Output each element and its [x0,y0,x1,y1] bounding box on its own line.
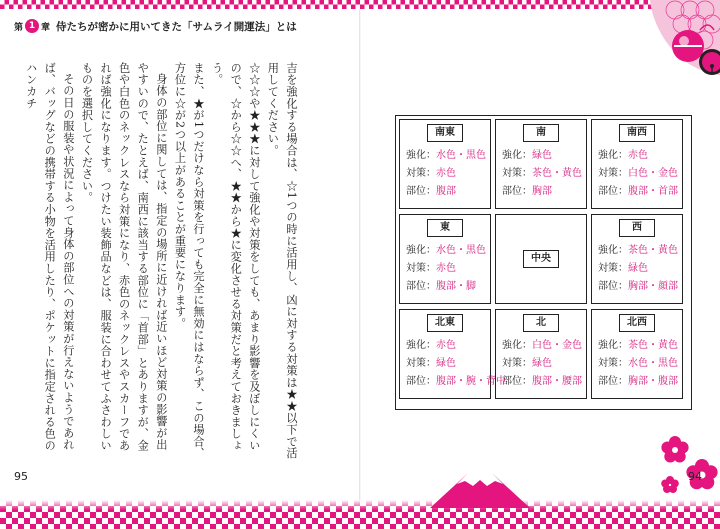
part-value: 腹部・首部 [628,186,678,197]
page-header [14,16,297,36]
lucky-bell-ornament-icon [640,0,720,110]
cell-south: 南 強化：緑色 対策：茶色・黄色 部位：胸部 [495,119,587,209]
counter-value: 水色・黒色 [628,358,678,369]
cell-north: 北 強化：白色・金色 対策：緑色 部位：腹部・腰部 [495,309,587,399]
cell-east: 東 強化：水色・黒色 対策：赤色 部位：腹部・脚 [399,214,491,304]
cell-southwest: 南西 強化：赤色 対策：白色・金色 部位：腹部・首部 [591,119,683,209]
page-number-left: 95 [14,470,28,483]
strengthen-value: 茶色・黄色 [628,340,678,351]
direction-label: 南 [523,124,559,142]
part-value: 腹部・脚 [436,281,476,292]
direction-label: 西 [619,219,655,237]
paragraph: 吉を強化する場合は、☆1つの時に活用し、凶に対する対策は★★以下で活用してください。 [266,62,298,460]
paragraph: 身体の部位に関しては、指定の場所に近ければ近いほど対策の影響が出やすいので、たとえば、南西に該当する部位に「首部」とありますが、金色や白色のネックレスなら対策になり、赤色のネックレスやスカーフであれば強化になります。つけたい装飾品などは、服装に合わせてふさわしいものを選択してください。 [80,62,168,452]
cell-center [495,214,587,304]
part-value: 腹部 [436,186,456,197]
chapter-marker: 第 1 章 [14,21,51,33]
direction-label: 北西 [619,314,655,332]
strengthen-value: 茶色・黄色 [628,245,678,256]
checkered-bottom-border [0,500,720,529]
counter-value: 茶色・黄色 [532,168,582,179]
part-value: 胸部・腹部 [628,376,678,387]
direction-label: 北 [523,314,559,332]
part-value: 腹部・腕・背中 [436,376,506,387]
part-value: 胸部 [532,186,552,197]
direction-label: 北東 [427,314,463,332]
strengthen-value: 水色・黒色 [436,245,486,256]
part-value: 胸部・顔部 [628,281,678,292]
cell-west: 西 強化：茶色・黄色 対策：緑色 部位：胸部・顔部 [591,214,683,304]
direction-color-table [395,115,692,410]
counter-value: 緑色 [532,358,552,369]
main-body-text [24,62,300,462]
chapter-number-badge: 1 [25,19,39,33]
part-value: 腹部・腰部 [532,376,582,387]
direction-label: 南西 [619,124,655,142]
direction-label: 南東 [427,124,463,142]
counter-value: 赤色 [436,263,456,274]
strengthen-value: 緑色 [532,150,552,161]
paragraph: ☆☆☆や★★★に対して強化や対策をしても、あまり影響を及ぼしにくいので、☆から☆☆へ、★★から★に変化させる対策だと考えておきましょう。 [210,62,261,452]
cell-northeast: 北東 強化：赤色 対策：緑色 部位：腹部・腕・背中 [399,309,491,399]
chapter-title: 侍たちが密かに用いてきた「サムライ開運法」とは [56,20,297,33]
mount-fuji-icon [425,468,535,508]
direction-label: 中央 [523,250,559,268]
direction-label: 東 [427,219,463,237]
strengthen-value: 水色・黒色 [436,150,486,161]
page-number-right: 94 [688,470,702,483]
cell-northwest: 北西 強化：茶色・黄色 対策：水色・黒色 部位：胸部・腹部 [591,309,683,399]
checkered-top-border [0,0,720,9]
strengthen-value: 赤色 [436,340,456,351]
plum-blossom-icon [650,420,720,510]
counter-value: 赤色 [436,168,456,179]
cell-southeast: 南東 強化：水色・黒色 対策：赤色 部位：腹部 [399,119,491,209]
strengthen-value: 白色・金色 [532,340,582,351]
paragraph: また、★が1つだけなら対策を行っても完全に無効にはならず、この場合、方位に☆が2つ以上があることが重要になります。 [173,62,206,460]
paragraph: その日の服装や状況によって身体の部位への対策が行えないようであれば、バッグなどの携帯する小物を活用したり、ポケットに指定される色のハンカチ [24,62,75,452]
counter-value: 緑色 [628,263,648,274]
counter-value: 白色・金色 [628,168,678,179]
counter-value: 緑色 [436,358,456,369]
strengthen-value: 赤色 [628,150,648,161]
book-spine [359,9,361,500]
